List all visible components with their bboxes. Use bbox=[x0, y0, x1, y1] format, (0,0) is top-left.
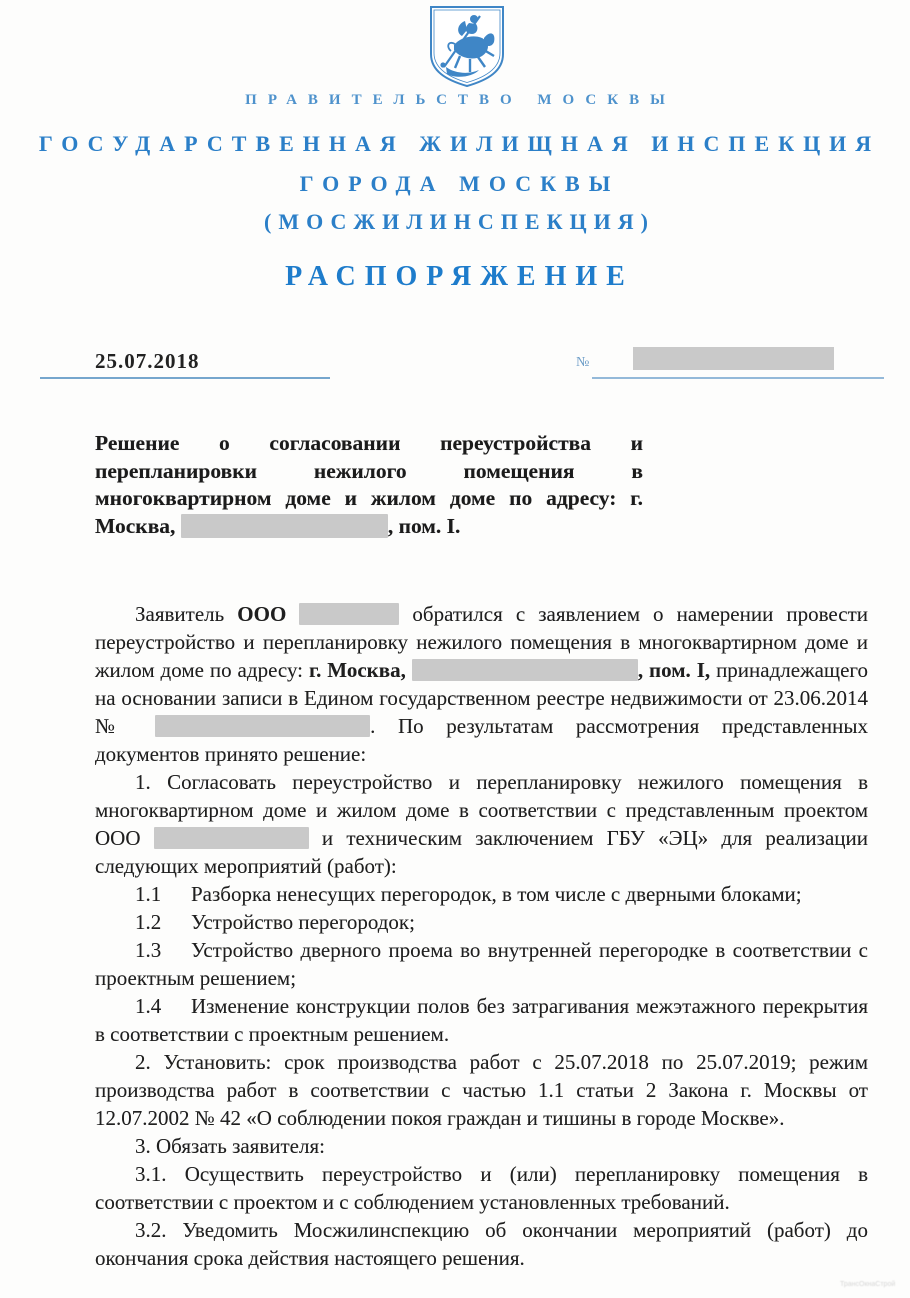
redaction-box-document-number bbox=[633, 347, 834, 370]
moscow-coat-of-arms-icon bbox=[427, 4, 507, 89]
item-number: 1.3 bbox=[135, 938, 162, 962]
number-sign: № bbox=[576, 355, 590, 370]
item-text: Изменение конструкции полов без затрагивания межэтажного перекрытия в соответствии с проектным решением. bbox=[95, 994, 868, 1046]
subject-part2: , пом. I. bbox=[387, 513, 461, 538]
list-item-1-1 bbox=[95, 880, 868, 908]
p1-text-3: принадлежащего на основании записи в Едином государственном реестре недвижимости от 23.06.2014 № bbox=[95, 658, 868, 738]
list-item-1-4 bbox=[95, 992, 868, 1048]
redaction-box-address-body bbox=[412, 659, 638, 681]
paragraph-applicant bbox=[95, 600, 868, 768]
list-item-1-3 bbox=[95, 936, 868, 992]
p1-city-bold: г. Москва, bbox=[308, 658, 406, 682]
subject-part1: Решение о согласовании переустройства и перепланировки нежилого помещения в многоквартирном доме и жилом доме по адресу: г. Москва, bbox=[95, 431, 643, 538]
item-text: Разборка ненесущих перегородок, в том числе с дверными блоками; bbox=[191, 882, 802, 906]
org-name-line-2: ГОРОДА МОСКВЫ bbox=[299, 171, 620, 196]
p1-ooo-bold: ООО bbox=[237, 602, 287, 626]
document-body bbox=[95, 600, 868, 1272]
watermark: ТрансОкнаСтрой bbox=[840, 1281, 896, 1288]
p1-text-4: . По результатам рассмотрения представленных документов принято решение: bbox=[95, 714, 868, 766]
org-name-line-1: ГОСУДАРСТВЕННАЯ ЖИЛИЩНАЯ ИНСПЕКЦИЯ bbox=[38, 131, 881, 156]
number-underline bbox=[592, 377, 884, 379]
redaction-box-registry-number bbox=[155, 715, 370, 737]
subject-heading bbox=[95, 430, 643, 540]
item-number: 1.2 bbox=[135, 910, 162, 934]
item-number: 1.1 bbox=[135, 882, 162, 906]
redaction-box-project-company bbox=[154, 827, 309, 849]
paragraph-item-3-2: 3.2. Уведомить Мосжилинспекцию об окончании мероприятий (работ) до окончания срока действия настоящего решения. bbox=[95, 1218, 868, 1270]
redaction-box-company bbox=[299, 603, 399, 625]
paragraph-item-3: 3. Обязать заявителя: bbox=[135, 1134, 325, 1158]
item-text: Устройство дверного проема во внутренней перегородке в соответствии с проектным решением; bbox=[95, 938, 868, 990]
item1-text-2: и техническим заключением ГБУ «ЭЦ» для реализации следующих мероприятий (работ): bbox=[95, 826, 868, 878]
item1-text-1: 1. Согласовать переустройство и перепланировку нежилого помещения в многоквартирном доме и жилом доме в соответствии с представленным проектом ООО bbox=[95, 770, 868, 850]
paragraph-item-2: 2. Установить: срок производства работ с 25.07.2018 по 25.07.2019; режим производства работ в соответствии с частью 1.1 статьи 2 Закона г. Москвы от 12.07.2002 № 42 «О соблюдении покоя граждан и тишины в городе Москве». bbox=[95, 1050, 868, 1130]
document-type-title: РАСПОРЯЖЕНИЕ bbox=[285, 261, 634, 292]
p1-text-1: Заявитель bbox=[135, 602, 238, 626]
government-line: ПРАВИТЕЛЬСТВО МОСКВЫ bbox=[245, 92, 676, 108]
list-item-1-2 bbox=[95, 908, 868, 936]
document-date: 25.07.2018 bbox=[95, 349, 200, 373]
p1-text-2: обратился с заявлением о намерении провести переустройство и перепланировку нежилого помещения в многоквартирном доме и жилом доме по адресу: bbox=[95, 602, 868, 682]
item-number: 1.4 bbox=[135, 994, 162, 1018]
item-text: Устройство перегородок; bbox=[191, 910, 415, 934]
date-underline bbox=[40, 377, 330, 379]
org-name-line-3: (МОСЖИЛИНСПЕКЦИЯ) bbox=[264, 209, 655, 234]
paragraph-item-3-1: 3.1. Осуществить переустройство и (или) перепланировку помещения в соответствии с проектом и с соблюдением установленных требований. bbox=[95, 1162, 868, 1214]
redaction-box-address bbox=[181, 514, 388, 538]
paragraph-item-1 bbox=[95, 768, 868, 880]
p1-premises-bold: , пом. I, bbox=[637, 658, 711, 682]
